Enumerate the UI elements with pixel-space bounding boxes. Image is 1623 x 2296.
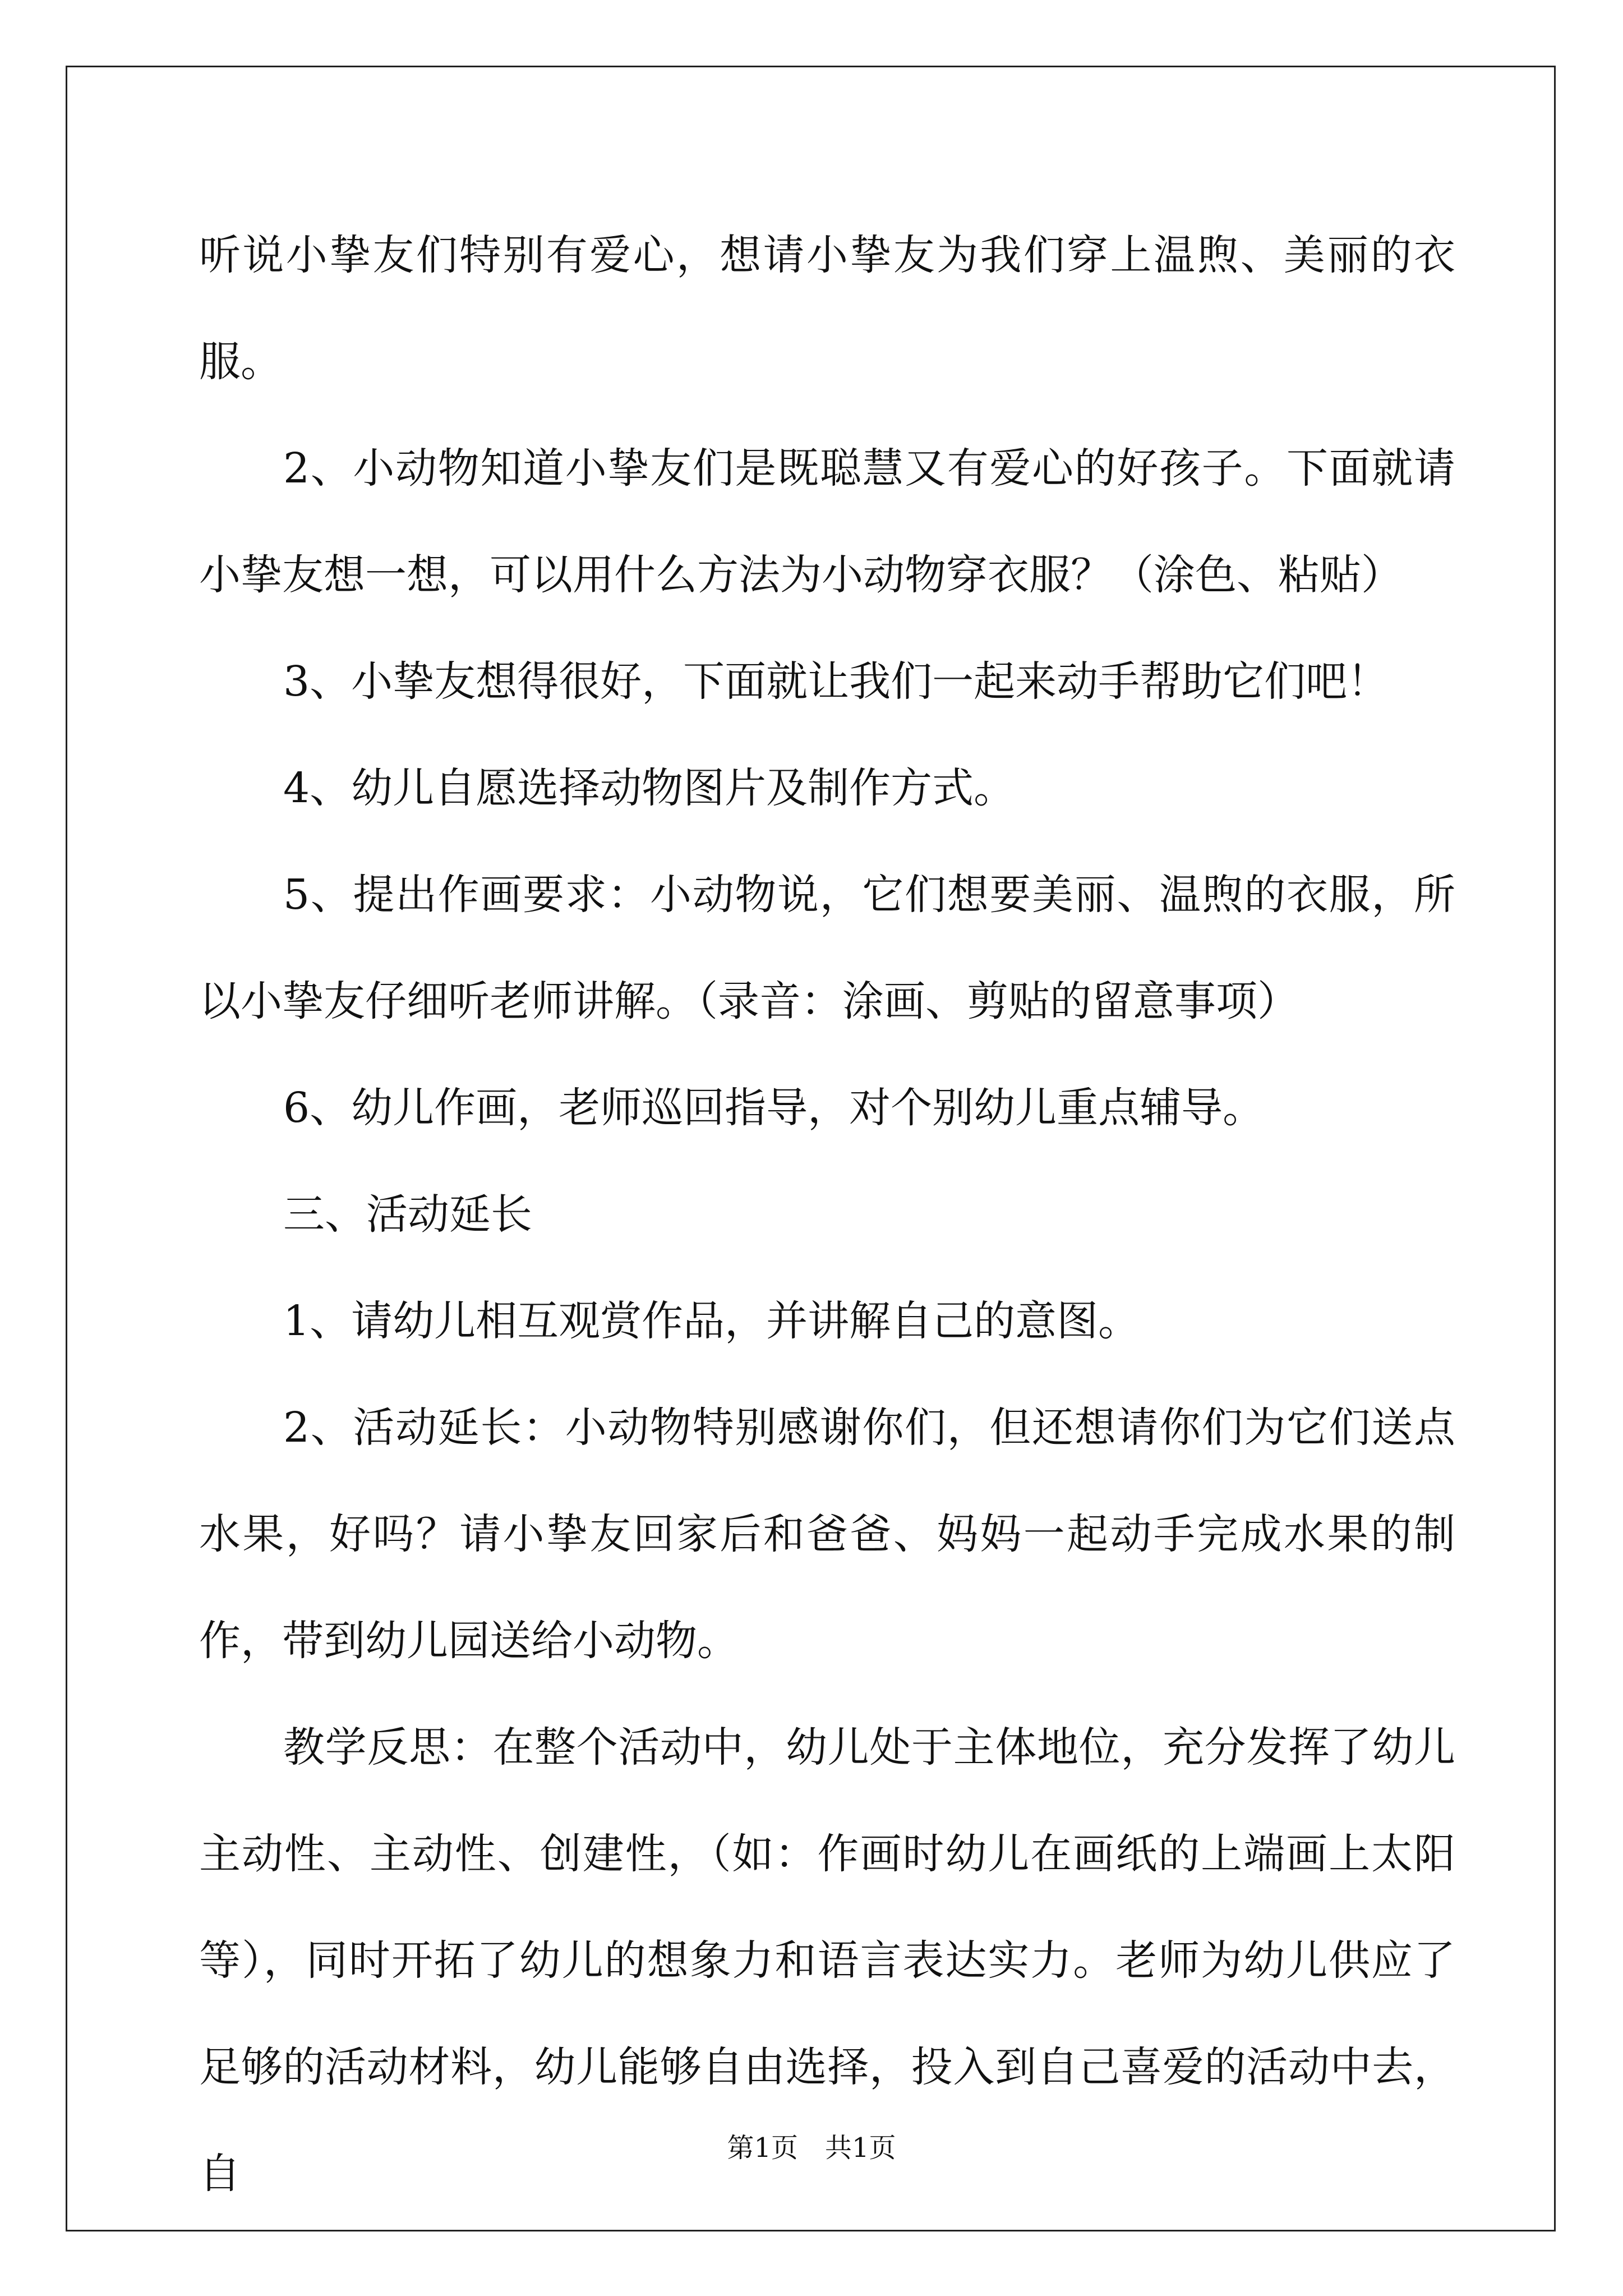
paragraph-6: 6、幼儿作画，老师巡回指导，对个别幼儿重点辅导。 [283,1084,1265,1132]
document-body [199,202,1455,2227]
paragraph-5: 5、提出作画要求：小动物说，它们想要美丽、温煦的衣服，所以小挚友仔细听老师讲解。（录音：涂画、剪贴的留意事项） [199,871,1455,1025]
paragraph-3: 3、小挚友想得很好，下面就让我们一起来动手帮助它们吧！ [283,657,1389,706]
paragraph-1: 听说小挚友们特别有爱心，想请小挚友为我们穿上温煦、美丽的衣服。 [199,231,1455,386]
page-number-footer: 第1页 共1页 [727,2132,896,2164]
paragraph-4: 4、幼儿自愿选择动物图片及制作方式。 [283,764,1016,812]
paragraph-7: 1、请幼儿相互观赏作品，并讲解自己的意图。 [283,1297,1140,1345]
paragraph-8: 2、活动延长：小动物特别感谢你们，但还想请你们为它们送点水果，好吗？请小挚友回家后和爸爸、妈妈一起动手完成水果的制作，带到幼儿园送给小动物。 [199,1404,1455,1665]
paragraph-9: 教学反思：在整个活动中，幼儿处于主体地位，充分发挥了幼儿主动性、主动性、创建性，（如：作画时幼儿在画纸的上端画上太阳等），同时开拓了幼儿的想象力和语言表达实力。老师为幼儿供应了足够的活动材料，幼儿能够自由选择，投入到自己喜爱的活动中去，自 [199,1723,1455,2198]
section-heading: 三、活动延长 [283,1190,532,1239]
paragraph-2: 2、小动物知道小挚友们是既聪慧又有爱心的好孩子。下面就请小挚友想一想，可以用什么方法为小动物穿衣服？（涂色、粘贴） [199,444,1455,599]
